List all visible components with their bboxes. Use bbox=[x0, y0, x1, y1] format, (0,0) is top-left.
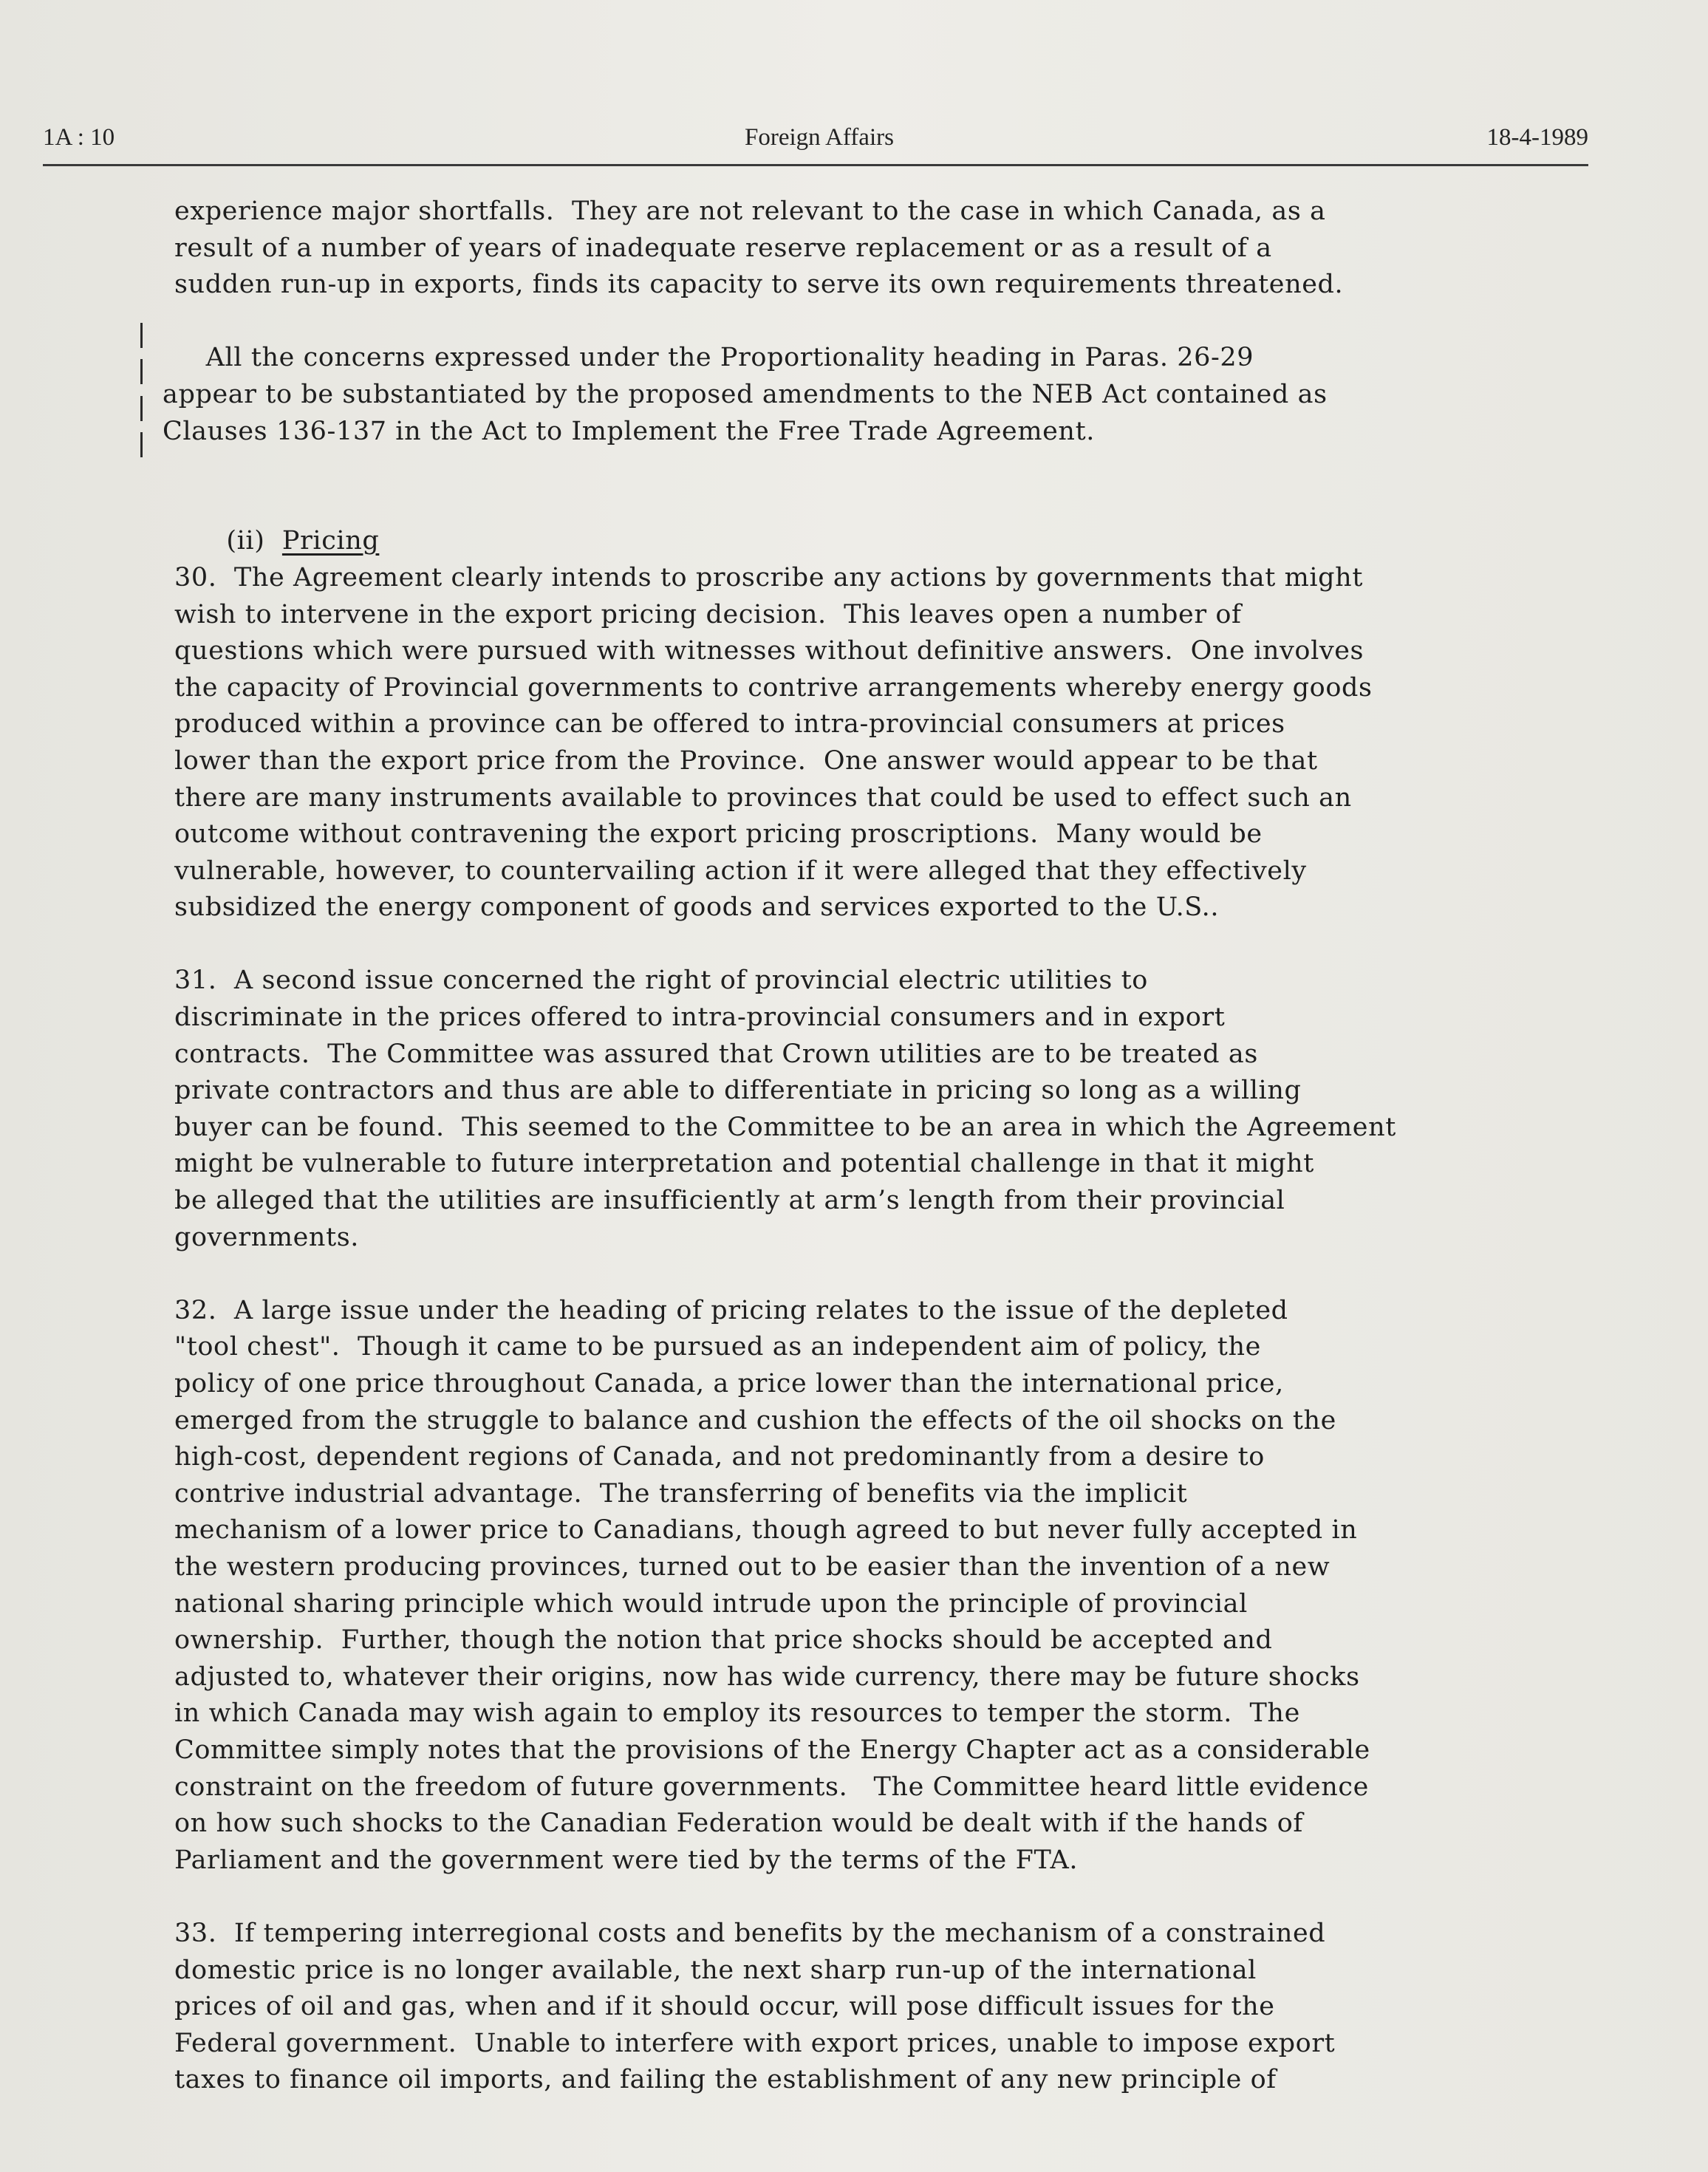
text-line: contrive industrial advantage. The transferring of benefits via the implicit bbox=[174, 1478, 1188, 1509]
text-line: might be vulnerable to future interpretation and potential challenge in that it might bbox=[174, 1149, 1314, 1179]
text-line: national sharing principle which would intrude upon the principle of provincial bbox=[174, 1588, 1248, 1619]
running-header bbox=[43, 124, 1588, 163]
text-line: high-cost, dependent regions of Canada, and not predominantly from a desire to bbox=[174, 1442, 1265, 1472]
text-line: sudden run-up in exports, finds its capacity to serve its own requirements threatened. bbox=[174, 270, 1344, 300]
text-line: emerged from the struggle to balance and cushion the effects of the oil shocks on the bbox=[174, 1405, 1336, 1435]
text-line: lower than the export price from the Province. One answer would appear to be that bbox=[174, 745, 1318, 776]
paragraph-30 bbox=[174, 560, 1644, 926]
section-title: Pricing bbox=[281, 526, 380, 556]
body-text bbox=[163, 194, 1644, 2099]
revision-bar bbox=[140, 359, 143, 384]
text-line: vulnerable, however, to countervailing action if it were alleged that they effectively bbox=[174, 856, 1307, 886]
text-line: outcome without contravening the export pricing proscriptions. Many would be bbox=[174, 819, 1263, 850]
text-line: experience major shortfalls. They are not relevant to the case in which Canada, as a bbox=[174, 197, 1326, 226]
text-line: taxes to finance oil imports, and failing the establishment of any new principle of bbox=[174, 2065, 1277, 2095]
section-heading-pricing bbox=[174, 487, 1644, 556]
text-line: the western producing provinces, turned out to be easier than the invention of a new bbox=[174, 1551, 1330, 1582]
text-line: 30. The Agreement clearly intends to proscribe any actions by governments that might bbox=[174, 562, 1363, 592]
paragraph-intro bbox=[174, 194, 1644, 304]
text-line: policy of one price throughout Canada, a price lower than the international price, bbox=[174, 1369, 1284, 1399]
text-line: Federal government. Unable to interfere with export prices, unable to impose export bbox=[174, 2028, 1336, 2058]
text-line: subsidized the energy component of goods and services exported to the U.S.. bbox=[174, 892, 1220, 923]
text-line: adjusted to, whatever their origins, now has wide currency, there may be future shocks bbox=[174, 1662, 1360, 1692]
text-line: the capacity of Provincial governments to contrive arrangements whereby energy goods bbox=[174, 672, 1373, 703]
page-reference: 1A : 10 bbox=[43, 124, 115, 151]
text-line: domestic price is no longer available, the next sharp run-up of the international bbox=[174, 1955, 1257, 1985]
header-date: 18-4-1989 bbox=[1486, 124, 1588, 151]
text-line: wish to intervene in the export pricing decision. This leaves open a number of bbox=[174, 599, 1242, 629]
text-line: ownership. Further, though the notion that price shocks should be accepted and bbox=[174, 1625, 1273, 1656]
text-line: prices of oil and gas, when and if it should occur, will pose difficult issues for the bbox=[174, 1992, 1275, 2022]
text-line: there are many instruments available to provinces that could be used to effect such an bbox=[174, 782, 1352, 813]
text-line: "tool chest". Though it came to be pursued as an independent aim of policy, the bbox=[174, 1332, 1261, 1362]
section-number: (ii) bbox=[226, 526, 265, 556]
text-line: Clauses 136-137 in the Act to Implement the Free Trade Agreement. bbox=[163, 416, 1095, 446]
paragraph-33 bbox=[174, 1916, 1644, 2099]
publication-title: Foreign Affairs bbox=[745, 124, 894, 151]
text-line: Committee simply notes that the provisions of the Energy Chapter act as a considerable bbox=[174, 1735, 1370, 1765]
text-line: contracts. The Committee was assured that Crown utilities are to be treated as bbox=[174, 1039, 1258, 1069]
paragraph-concerns bbox=[163, 340, 1644, 450]
text-line: Parliament and the government were tied by the terms of the FTA. bbox=[174, 1845, 1079, 1875]
header-rule bbox=[43, 164, 1588, 166]
paragraph-32 bbox=[174, 1293, 1644, 1879]
text-line: private contractors and thus are able to differentiate in pricing so long as a willing bbox=[174, 1076, 1302, 1106]
text-line: discriminate in the prices offered to intra-provincial consumers and in export bbox=[174, 1003, 1226, 1033]
paragraph-31 bbox=[174, 963, 1644, 1256]
text-line: produced within a province can be offered to intra-provincial consumers at prices bbox=[174, 709, 1285, 740]
text-line: on how such shocks to the Canadian Federation would be dealt with if the hands of bbox=[174, 1809, 1303, 1839]
text-line: appear to be substantiated by the proposed amendments to the NEB Act contained as bbox=[163, 379, 1328, 409]
text-line: constraint on the freedom of future governments. The Committee heard little evidence bbox=[174, 1772, 1369, 1802]
revision-bar bbox=[140, 432, 143, 457]
text-line: governments. bbox=[174, 1222, 360, 1252]
text-line: 31. A second issue concerned the right of provincial electric utilities to bbox=[174, 966, 1148, 996]
text-line: buyer can be found. This seemed to the Committee to be an area in which the Agreement bbox=[174, 1112, 1396, 1142]
revision-bar bbox=[140, 396, 143, 421]
text-line: All the concerns expressed under the Proportionality heading in Paras. 26-29 bbox=[163, 343, 1254, 373]
text-line: 33. If tempering interregional costs and benefits by the mechanism of a constrained bbox=[174, 1918, 1326, 1948]
revision-bar bbox=[140, 323, 143, 348]
text-line: be alleged that the utilities are insufficiently at arm’s length from their provincial bbox=[174, 1186, 1285, 1216]
text-line: questions which were pursued with witnesses without definitive answers. One involves bbox=[174, 636, 1364, 666]
text-line: in which Canada may wish again to employ its resources to temper the storm. The bbox=[174, 1698, 1300, 1729]
text-line: mechanism of a lower price to Canadians, though agreed to but never fully accepted in bbox=[174, 1515, 1358, 1546]
text-line: result of a number of years of inadequate reserve replacement or as a result of a bbox=[174, 233, 1272, 263]
text-line: 32. A large issue under the heading of pricing relates to the issue of the depleted bbox=[174, 1295, 1288, 1325]
